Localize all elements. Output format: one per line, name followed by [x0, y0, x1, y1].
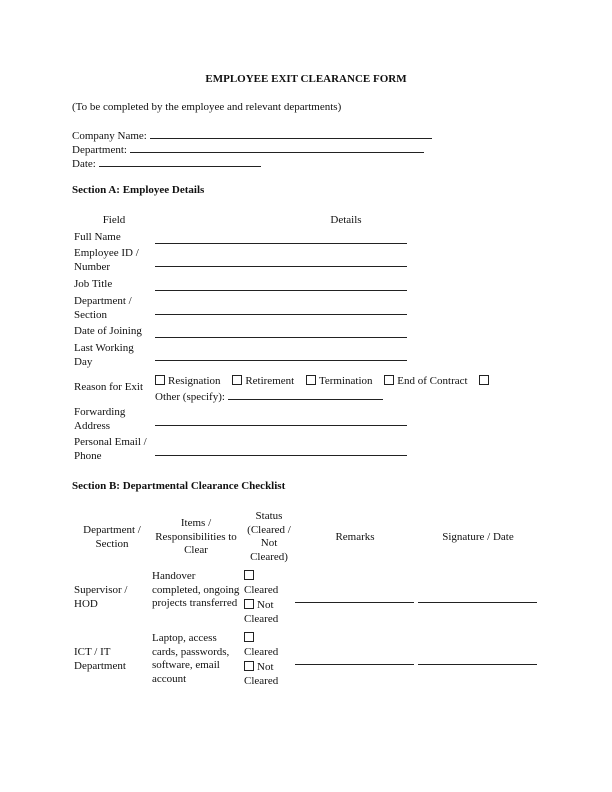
checkbox-icon[interactable] — [155, 375, 165, 385]
checkbox-icon[interactable] — [244, 599, 254, 609]
row-status-ict — [244, 632, 294, 688]
row-status-supervisor — [244, 570, 294, 626]
status-not-cleared-option[interactable]: Not Cleared — [244, 661, 279, 687]
field-label-date-of-joining: Date of Joining — [74, 325, 142, 337]
col-header-details: Details — [330, 214, 362, 226]
signature-date-input-supervisor[interactable] — [418, 592, 537, 603]
company-name-label: Company Name: — [72, 130, 147, 142]
remarks-input-ict[interactable] — [295, 654, 414, 665]
reason-retirement[interactable]: Retirement — [232, 375, 294, 387]
reason-other-label: Other (specify): — [155, 391, 225, 403]
date-row — [72, 156, 261, 172]
field-label-department: Department / Section — [74, 295, 132, 321]
reason-termination[interactable]: Termination — [306, 375, 373, 387]
reason-other-input[interactable] — [228, 389, 383, 400]
checkbox-icon[interactable] — [244, 570, 254, 580]
exit-reason-options — [155, 375, 535, 389]
row-department-supervisor: Supervisor / HOD — [74, 584, 128, 610]
col-header-signature-date: Signature / Date — [442, 531, 514, 543]
form-title: EMPLOYEE EXIT CLEARANCE FORM — [205, 73, 407, 85]
col-header-remarks: Remarks — [335, 531, 375, 543]
checkbox-icon[interactable] — [232, 375, 242, 385]
reason-resignation[interactable]: Resignation — [155, 375, 221, 387]
col-header-status: Status (Cleared / Not Cleared) — [247, 510, 291, 563]
field-label-job-title: Job Title — [74, 278, 113, 290]
col-header-field: Field — [102, 214, 126, 226]
department-field[interactable] — [130, 142, 424, 153]
employee-id-input[interactable] — [155, 254, 407, 267]
job-title-input[interactable] — [155, 278, 407, 291]
field-label-personal-email: Personal Email / Phone — [74, 436, 147, 462]
date-of-joining-input[interactable] — [155, 325, 407, 338]
status-not-cleared-option[interactable]: Not Cleared — [244, 599, 279, 625]
personal-email-phone-input[interactable] — [155, 443, 407, 456]
status-cleared-option[interactable]: Cleared — [244, 570, 294, 597]
reason-other-checkbox[interactable] — [479, 375, 492, 387]
field-label-full-name: Full Name — [74, 231, 121, 243]
full-name-input[interactable] — [155, 231, 407, 244]
col-header-department: Department / Section — [83, 524, 141, 550]
date-label: Date: — [72, 158, 96, 170]
field-label-reason-for-exit: Reason for Exit — [74, 381, 144, 393]
row-items-ict: Laptop, access cards, passwords, software, email account — [152, 632, 230, 685]
company-name-field[interactable] — [150, 128, 432, 139]
reason-other-row — [155, 389, 383, 405]
last-working-day-input[interactable] — [155, 348, 407, 361]
signature-date-input-ict[interactable] — [418, 654, 537, 665]
department-label: Department: — [72, 144, 127, 156]
field-label-last-working-day: Last Working Day — [74, 342, 134, 368]
remarks-input-supervisor[interactable] — [295, 592, 414, 603]
checkbox-icon[interactable] — [479, 375, 489, 385]
col-header-items: Items / Responsibilities to Clear — [155, 517, 237, 556]
checkbox-icon[interactable] — [244, 632, 254, 642]
checkbox-icon[interactable] — [306, 375, 316, 385]
field-label-forwarding-address: Forwarding Address — [74, 406, 126, 432]
section-a-heading: Section A: Employee Details — [72, 184, 205, 196]
department-section-input[interactable] — [155, 302, 407, 315]
date-field[interactable] — [99, 156, 261, 167]
field-label-employee-id: Employee ID / Number — [74, 247, 139, 273]
row-department-ict: ICT / IT Department — [74, 646, 126, 672]
status-cleared-option[interactable]: Cleared — [244, 632, 294, 659]
forwarding-address-input[interactable] — [155, 413, 407, 426]
section-b-heading: Section B: Departmental Clearance Checklist — [72, 480, 286, 492]
reason-end-of-contract[interactable]: End of Contract — [384, 375, 467, 387]
row-items-supervisor: Handover completed, ongoing projects transferred — [152, 570, 240, 609]
form-subtitle: (To be completed by the employee and relevant departments) — [72, 101, 342, 113]
checkbox-icon[interactable] — [244, 661, 254, 671]
checkbox-icon[interactable] — [384, 375, 394, 385]
